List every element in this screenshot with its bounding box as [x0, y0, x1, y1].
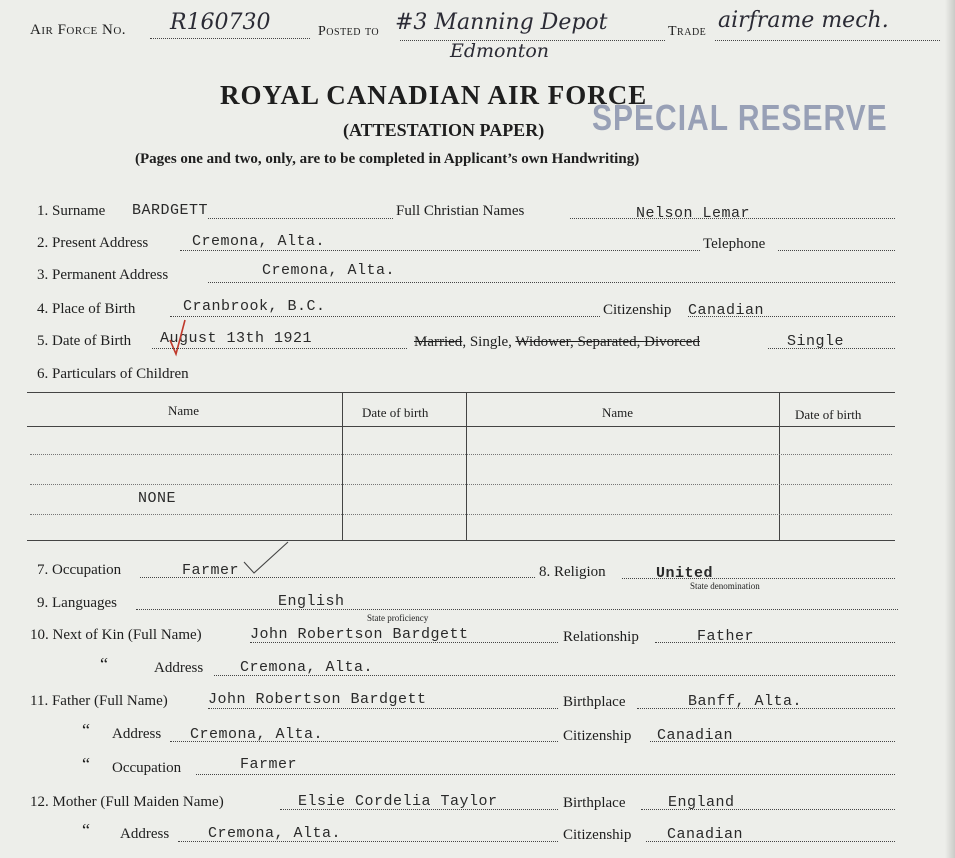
- table-col-divider: [342, 392, 343, 540]
- father-citizenship-label: Citizenship: [563, 728, 632, 744]
- mother-birthplace-label: Birthplace: [563, 795, 626, 811]
- mother-citizenship-value: Canadian: [667, 826, 744, 843]
- ditto-mark: “: [82, 754, 90, 774]
- next-of-kin-value: John Robertson Bardgett: [250, 626, 469, 643]
- father-occupation-value: Farmer: [240, 756, 298, 773]
- divider: [208, 218, 393, 219]
- ditto-mark: “: [82, 720, 90, 740]
- posted-to-value: #3 Manning Depot: [395, 10, 608, 35]
- relationship-value: Father: [697, 628, 755, 645]
- divider: [655, 642, 895, 643]
- page-subtitle: (ATTESTATION PAPER): [343, 120, 545, 140]
- divider: [196, 774, 895, 775]
- table-header-name-2: Name: [602, 405, 634, 420]
- mother-address-label: Address: [120, 826, 170, 842]
- father-citizenship-value: Canadian: [657, 727, 734, 744]
- mother-citizenship-label: Citizenship: [563, 827, 632, 843]
- divider: [641, 809, 895, 810]
- next-of-kin-address-value: Cremona, Alta.: [240, 659, 374, 676]
- place-of-birth-label: 4. Place of Birth: [37, 301, 136, 317]
- present-address-label: 2. Present Address: [37, 235, 149, 251]
- father-address-value: Cremona, Alta.: [190, 726, 324, 743]
- table-row-rule: [30, 484, 892, 485]
- surname-value: BARDGETT: [132, 202, 209, 219]
- table-border-bottom: [27, 540, 895, 541]
- citizenship-label: Citizenship: [603, 302, 672, 318]
- divider: [140, 577, 535, 578]
- air-force-no-value: R160730: [170, 10, 271, 35]
- divider: [688, 316, 895, 317]
- divider: [778, 250, 895, 251]
- trade-value: airframe mech.: [718, 8, 889, 33]
- ditto-mark: “: [100, 654, 108, 674]
- table-col-divider: [466, 392, 467, 540]
- divider: [170, 741, 558, 742]
- father-birthplace-label: Birthplace: [563, 694, 626, 710]
- father-value: John Robertson Bardgett: [208, 691, 427, 708]
- widower-option: Widower: [515, 334, 570, 350]
- handwriting-instruction: (Pages one and two, only, are to be completed in Applicant’s own Handwriting): [135, 151, 640, 167]
- present-address-value: Cremona, Alta.: [192, 233, 326, 250]
- marital-status-value: Single: [787, 333, 845, 350]
- table-col-divider: [779, 392, 780, 540]
- permanent-address-value: Cremona, Alta.: [262, 262, 396, 279]
- check-mark-icon: [242, 540, 292, 576]
- date-of-birth-label: 5. Date of Birth: [37, 333, 132, 349]
- religion-value: United: [656, 565, 714, 582]
- divider: [250, 642, 558, 643]
- permanent-address-label: 3. Permanent Address: [37, 267, 169, 283]
- divider: [180, 250, 700, 251]
- air-force-no-label: Air Force No.: [30, 22, 127, 38]
- divider: [280, 809, 558, 810]
- religion-label: 8. Religion: [539, 564, 606, 580]
- divider: [208, 282, 895, 283]
- languages-label: 9. Languages: [37, 595, 117, 611]
- divider: [150, 38, 310, 39]
- page-title: ROYAL CANADIAN AIR FORCE: [220, 80, 648, 110]
- table-header-dob-1: Date of birth: [362, 405, 429, 420]
- next-of-kin-label: 10. Next of Kin (Full Name): [30, 627, 202, 643]
- relationship-label: Relationship: [563, 629, 639, 645]
- single-option: , Single,: [462, 334, 516, 350]
- red-check-mark-icon: [168, 318, 188, 358]
- separated-option: , Separated,: [570, 334, 645, 350]
- table-header-dob-2: Date of birth: [795, 407, 862, 422]
- divider: [637, 708, 895, 709]
- divider: [570, 218, 895, 219]
- married-option: Married: [414, 334, 463, 350]
- scan-edge: [945, 0, 955, 858]
- father-occupation-label: Occupation: [112, 760, 182, 776]
- table-border-top: [27, 392, 895, 393]
- divider: [152, 348, 407, 349]
- occupation-label: 7. Occupation: [37, 562, 122, 578]
- marital-status-options: [414, 334, 700, 351]
- languages-note: State proficiency: [367, 613, 429, 623]
- mother-address-value: Cremona, Alta.: [208, 825, 342, 842]
- father-address-label: Address: [112, 726, 162, 742]
- table-row-rule: [30, 514, 892, 515]
- trade-label: Trade: [668, 24, 707, 39]
- special-reserve-stamp: SPECIAL RESERVE: [592, 98, 888, 139]
- divider: [650, 741, 895, 742]
- divider: [622, 578, 895, 579]
- children-label: 6. Particulars of Children: [37, 366, 189, 382]
- divider: [768, 348, 895, 349]
- mother-value: Elsie Cordelia Taylor: [298, 793, 498, 810]
- surname-label: 1. Surname: [37, 203, 106, 219]
- posted-to-label: Posted to: [318, 24, 380, 39]
- children-none-entry: NONE: [138, 490, 177, 507]
- telephone-label: Telephone: [703, 236, 766, 252]
- table-row-rule: [30, 454, 892, 455]
- place-of-birth-value: Cranbrook, B.C.: [183, 298, 326, 315]
- occupation-value: Farmer: [182, 562, 240, 579]
- divider: [136, 609, 898, 610]
- divider: [646, 841, 895, 842]
- divider: [214, 675, 895, 676]
- mother-birthplace-value: England: [668, 794, 735, 811]
- divider: [715, 40, 940, 41]
- christian-names-label: Full Christian Names: [396, 203, 525, 219]
- mother-label: 12. Mother (Full Maiden Name): [30, 794, 224, 810]
- father-label: 11. Father (Full Name): [30, 693, 168, 709]
- citizenship-value: Canadian: [688, 302, 765, 319]
- religion-note: State denomination: [690, 581, 760, 591]
- divider: [400, 40, 665, 41]
- date-of-birth-value: August 13th 1921: [160, 330, 313, 347]
- father-birthplace-value: Banff, Alta.: [688, 693, 803, 710]
- divider: [178, 841, 558, 842]
- divorced-option: Divorced: [644, 334, 700, 350]
- languages-value: English: [278, 593, 345, 610]
- table-header-rule: [27, 426, 895, 427]
- table-header-name-1: Name: [168, 403, 200, 418]
- ditto-mark: “: [82, 820, 90, 840]
- next-of-kin-address-label: Address: [154, 660, 204, 676]
- christian-names-value: Nelson Lemar: [636, 205, 751, 222]
- posted-to-value-2: Edmonton: [450, 40, 550, 62]
- divider: [208, 708, 558, 709]
- divider: [170, 316, 600, 317]
